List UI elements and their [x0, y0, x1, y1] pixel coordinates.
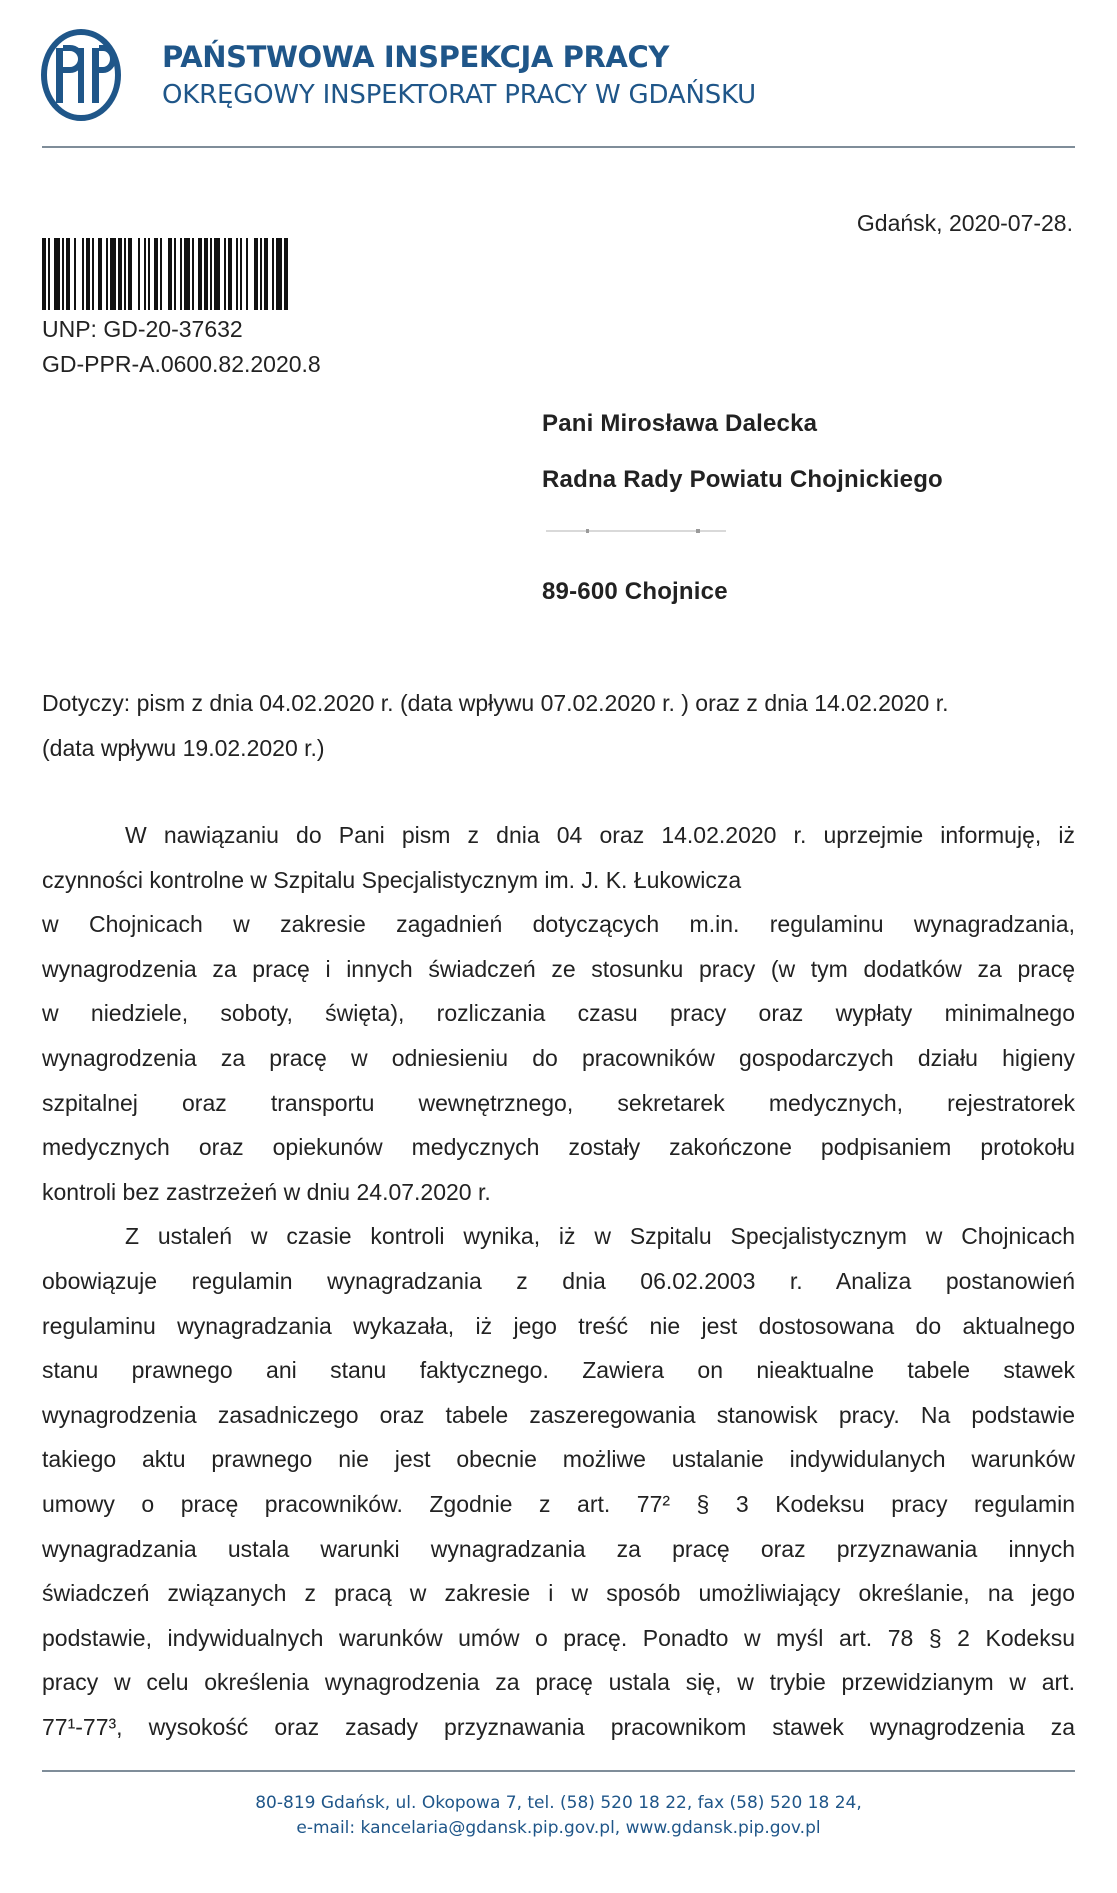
body-line: wynagradzania ustala warunki wynagradzania za pracę oraz przyznawania innych [42, 1535, 1075, 1562]
organization-branch: OKRĘGOWY INSPEKTORAT PRACY W GDAŃSKU [162, 80, 756, 110]
addressee-name: Pani Mirosława Dalecka [542, 410, 818, 437]
organization-name: PAŃSTWOWA INSPEKCJA PRACY [162, 40, 669, 74]
body-line: obowiązuje regulamin wynagradzania z dnia 06.02.2003 r. Analiza postanowień [42, 1267, 1075, 1294]
case-number: GD-PPR-A.0600.82.2020.8 [42, 351, 321, 377]
body-line: regulaminu wynagradzania wykazała, iż jego treść nie jest dostosowana do aktualnego [42, 1312, 1075, 1339]
body-line: czynności kontrolne w Szpitalu Specjalistycznym im. J. K. Łukowicza [42, 866, 742, 893]
body-line: wynagrodzenia za pracę w odniesieniu do pracowników gospodarczych działu higieny [42, 1044, 1075, 1071]
addressee-title: Radna Rady Powiatu Chojnickiego [542, 466, 943, 493]
body-line: takiego aktu prawnego nie jest obecnie możliwe ustalanie indywidulanych warunków [42, 1446, 1075, 1473]
redacted-address-line [546, 528, 726, 534]
body-line: W nawiązaniu do Pani pism z dnia 04 oraz 14.02.2020 r. uprzejmie informuję, iż [125, 822, 1075, 848]
body-line: wynagrodzenia zasadniczego oraz tabele zaszeregowania stanowisk pracy. Na podstawie [42, 1401, 1075, 1428]
body-line: pracy w celu określenia wynagrodzenia za pracę ustala się, w trybie przewidzianym w art. [42, 1669, 1075, 1696]
barcode-icon [42, 238, 382, 310]
pip-logo-icon [40, 28, 122, 122]
footer-address: 80-819 Gdańsk, ul. Okopowa 7, tel. (58) 520 18 22, fax (58) 520 18 24, [255, 1793, 862, 1813]
subject-block [42, 681, 1076, 771]
subject-line: Dotyczy: pism z dnia 04.02.2020 r. (data wpływu 07.02.2020 r. ) oraz z dnia 14.02.2020 r. [42, 690, 949, 716]
body-line: w Chojnicach w zakresie zagadnień dotyczących m.in. regulaminu wynagradzania, [42, 911, 1075, 938]
body-line: wynagrodzenia za pracę i innych świadczeń ze stosunku pracy (w tym dodatków za pracę [42, 955, 1075, 982]
body-line: medycznych oraz opiekunów medycznych zostały zakończone podpisaniem protokołu [42, 1134, 1075, 1161]
body-line: podstawie, indywidualnych warunków umów o pracę. Ponadto w myśl art. 78 § 2 Kodeksu [42, 1624, 1075, 1651]
header-divider [42, 146, 1075, 148]
body-line: kontroli bez zastrzeżeń w dniu 24.07.2020 r. [42, 1178, 491, 1205]
body-line: stanu prawnego ani stanu faktycznego. Zawiera on nieaktualne tabele stawek [42, 1357, 1075, 1384]
body-line: świadczeń związanych z pracą w zakresie i w sposób umożliwiający określanie, na jego [42, 1580, 1075, 1607]
body-line: Z ustaleń w czasie kontroli wynika, iż w Szpitalu Specjalistycznym w Chojnicach [125, 1223, 1075, 1250]
addressee-city: 89-600 Chojnice [542, 578, 728, 605]
unp-number: UNP: GD-20-37632 [42, 316, 243, 342]
footer-contact: e-mail: kancelaria@gdansk.pip.gov.pl, www.gdansk.pip.gov.pl [296, 1818, 821, 1838]
body-line: w niedziele, soboty, święta), rozliczania czasu pracy oraz wypłaty minimalnego [42, 1000, 1075, 1027]
body-line: 77¹-77³, wysokość oraz zasady przyznawania pracownikom stawek wynagrodzenia za [42, 1713, 1075, 1740]
letter-date: Gdańsk, 2020-07-28. [856, 210, 1073, 236]
body-line: umowy o pracę pracowników. Zgodnie z art. 77² § 3 Kodeksu pracy regulamin [42, 1490, 1075, 1517]
footer-divider [42, 1770, 1075, 1772]
letter-body [42, 813, 1075, 1749]
subject-line: (data wpływu 19.02.2020 r.) [42, 735, 325, 761]
body-line: szpitalnej oraz transportu wewnętrznego, sekretarek medycznych, rejestratorek [42, 1089, 1075, 1116]
letterhead [40, 28, 1080, 146]
